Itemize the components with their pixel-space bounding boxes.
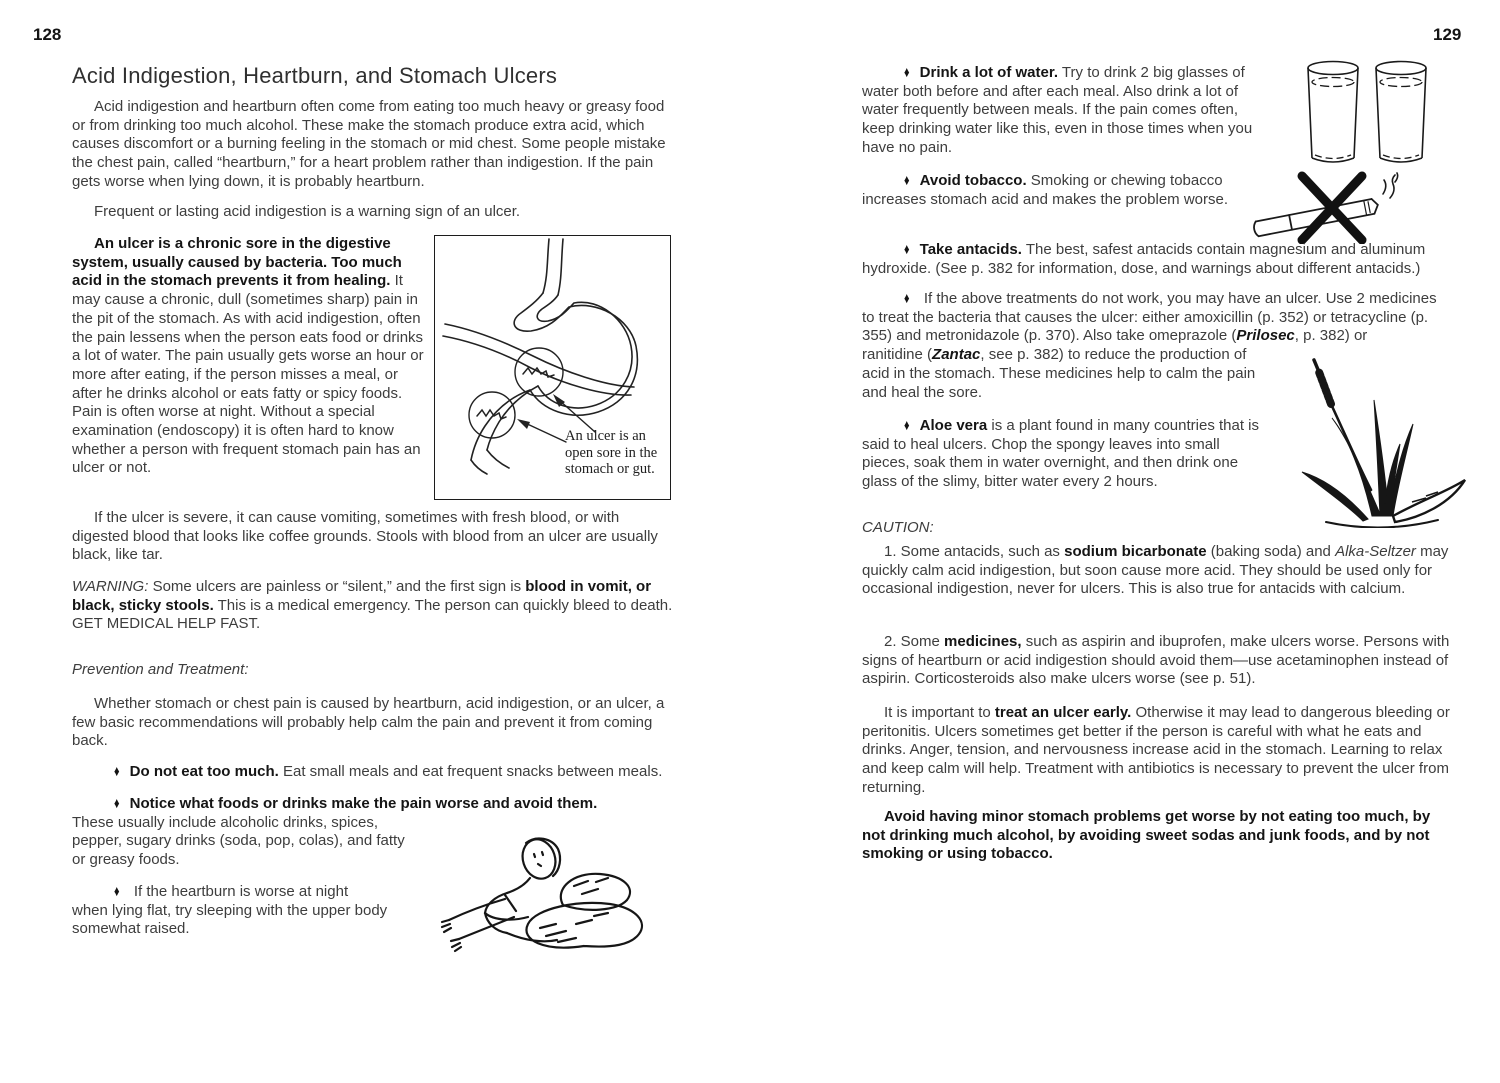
page-title: Acid Indigestion, Heartburn, and Stomach Ulcers (72, 63, 558, 88)
text-segment: An ulcer is a chronic sore in the digestive system, usually caused by bacteria. Too much acid in the stomach prevents it from healing. (72, 235, 402, 290)
text-segment: such as aspirin and ibuprofen, make ulcers worse. Persons with signs of heartburn or acid indigestion should avoid them—use acetaminophen instead of aspirin. Corticosteroids also make ulcers worse (see p. 51). (862, 633, 1450, 688)
text-segment: sodium bicarbonate (1064, 543, 1207, 560)
warning-sign-paragraph (72, 203, 672, 222)
text-segment: (baking soda) and (1206, 543, 1336, 560)
text-segment: Acid indigestion and heartburn often come from eating too much heavy or greasy food or from drinking too much alcohol. These make the stomach produce extra acid, which causes discomfort or a burning feeling in the stomach or mid chest. Some people mistake the chest pain, called “heartburn,” for a heart problem rather than indigestion. If the pain gets worse when lying down, it is probably heartburn. (72, 98, 666, 190)
text-segment: ranitidine ( (862, 346, 933, 364)
text-segment: CAUTION: (862, 519, 934, 536)
aloe-vera-icon (1292, 350, 1470, 528)
person-sleeping-propped-up-illustration (436, 812, 654, 962)
text-segment: Otherwise it may lead to dangerous bleeding or peritonitis. Ulcers sometimes get better if the person is careful with what he eats and drinks. Anger, tension, and nervousness increase acid in the stomach. Learning to relax and keep calm will help. Treatment with antibiotics is necessary to prevent the ulcer from returning. (862, 704, 1450, 796)
bullet-diamond-icon: ♦ (903, 172, 910, 189)
text-segment: blood in vomit, or black, sticky stools. (72, 578, 652, 614)
bullet-diamond-icon: ♦ (903, 290, 910, 307)
text-segment: Notice what foods or drinks make the pain worse and avoid them. (129, 795, 598, 812)
drink-water-bullet (862, 64, 1264, 158)
text-segment: treat an ulcer early. (994, 704, 1132, 721)
person-sleeping-icon (436, 812, 654, 962)
severe-ulcer-paragraph (72, 509, 678, 565)
text-segment: is a plant found in many countries that is said to heal ulcers. Chop the spongy leaves into small pieces, soak them in water overnight, and then drink one glass of the slimy, bitter water every 2 hours. (862, 417, 1260, 491)
text-segment: Avoid tobacco. (919, 172, 1027, 189)
avoid-tobacco-bullet (862, 172, 1260, 209)
bullet-diamond-icon: ♦ (903, 241, 910, 258)
ulcer-definition-paragraph (72, 235, 430, 478)
text-segment: It is important to (884, 704, 995, 721)
text-segment: Alka-Seltzer (1335, 543, 1416, 560)
text-segment: Avoid having minor stomach problems get worse by not eating too much, by not drinking much alcohol, by avoiding sweet sodas and junk foods, and by not smoking or using tobacco. (862, 808, 1431, 863)
prevention-heading (72, 661, 248, 680)
no-smoking-icon (1246, 168, 1406, 244)
text-segment: 1. Some antacids, such as (884, 543, 1065, 560)
figure-caption-line: An ulcer is an (565, 428, 646, 444)
treat-early-paragraph (862, 704, 1460, 798)
bullet-diamond-icon: ♦ (113, 795, 120, 812)
figure-caption (565, 428, 657, 478)
ulcer-medicines-part-b (862, 346, 1270, 402)
text-segment: 2. Some (884, 633, 945, 650)
aloe-vera-plant-illustration (1292, 350, 1470, 528)
text-segment: If the ulcer is severe, it can cause vomiting, sometimes with fresh blood, or with digested blood that looks like coffee grounds. Stools with blood from an ulcer are usually black, like tar. (72, 509, 658, 564)
two-glasses-of-water-illustration (1302, 58, 1430, 170)
text-segment: Smoking or chewing tobacco increases stomach acid and makes the problem worse. (862, 172, 1229, 208)
text-segment: , see p. 382) to reduce the production of acid in the stomach. These medicines help to calm the pain and heal the sore. (862, 346, 1256, 401)
figure-caption-line: open sore in the (565, 444, 658, 461)
do-not-eat-bullet (72, 763, 690, 782)
intro-paragraph (72, 98, 672, 192)
text-segment: Take antacids. (919, 241, 1022, 258)
text-segment: If the above treatments do not work, you may have an ulcer. Use 2 medicines to treat the bacteria that causes the ulcer: either amoxicillin (p. 352) or tetracycline (p. 355) and metronidazole (p. 370). Also take omeprazole ( (862, 290, 1437, 345)
text-segment: Try to drink 2 big glasses of water both before and after each meal. Also drink a lot of water frequently between meals. If the pain comes often, keep drinking water like this, even in those times when you have no pain. (862, 64, 1253, 156)
text-segment: Prilosec (1236, 327, 1295, 345)
ulcer-paragraph-row (72, 235, 704, 500)
text-segment: These usually include alcoholic drinks, spices, pepper, sugary drinks (soda, pop, colas), and fatty or greasy foods. (72, 813, 405, 869)
arrowhead (517, 419, 530, 429)
crossed-out-cigarette-illustration (1246, 168, 1406, 244)
text-segment: Some ulcers are painless or “silent,” and the first sign is (148, 578, 526, 595)
warning-paragraph (72, 578, 686, 634)
figure-caption-line: stomach or gut. (565, 461, 655, 477)
ulcer-medicines-part-a (862, 290, 1452, 346)
bullet-diamond-icon: ♦ (113, 763, 120, 780)
text-segment: This is a medical emergency. The person can quickly bleed to death. GET MEDICAL HELP FAST. (72, 596, 673, 633)
text-segment: Drink a lot of water. (919, 64, 1059, 81)
heartburn-night-bullet (72, 883, 388, 939)
bullet-diamond-icon: ♦ (903, 64, 910, 81)
caution-medicines-paragraph (862, 633, 1460, 689)
text-segment: Zantac (932, 346, 981, 364)
page-number-right: 129 (1433, 25, 1462, 44)
caution-antacids-paragraph (862, 543, 1460, 599)
recommendations-paragraph (72, 695, 672, 751)
text-segment: medicines, (944, 633, 1022, 650)
text-segment: It may cause a chronic, dull (sometimes sharp) pain in the pit of the stomach. As with acid indigestion, often the pain lessens when the person eats food or drinks a lot of water. The pain usually gets worse an hour or more after eating, if the person misses a meal, or after he drinks alcohol or eats fatty or spicy foods. Pain is often worse at night. Without a special examination (endoscopy) it is often hard to know whether a person with frequent stomach pain has an ulcer or not. (72, 272, 424, 477)
stomach-diagram-figure (434, 235, 671, 500)
take-antacids-bullet (862, 241, 1452, 278)
notice-foods-continuation (72, 814, 408, 870)
text-segment: WARNING: (72, 578, 149, 595)
text-segment: Aloe vera (919, 417, 988, 434)
closing-advice-paragraph (862, 808, 1454, 864)
aloe-vera-bullet (862, 417, 1266, 492)
bullet-diamond-icon: ♦ (903, 417, 910, 434)
caution-heading (862, 519, 934, 538)
text-segment: Do not eat too much. (129, 763, 279, 780)
text-segment: Whether stomach or chest pain is caused by heartburn, acid indigestion, or an ulcer, a few basic recommendations will probably help calm the pain and prevent it from coming back. (72, 695, 665, 750)
notice-foods-headline (72, 795, 690, 814)
text-segment: If the heartburn is worse at night when lying flat, try sleeping with the upper body somewhat raised. (72, 883, 388, 938)
text-segment: , p. 382) or (1294, 327, 1368, 345)
text-segment: may quickly calm acid indigestion, but soon cause more acid. They should be used only for occasional indigestion, never for ulcers. This is also true for antacids with calcium. (862, 543, 1449, 598)
page-number-left: 128 (33, 25, 62, 44)
text-segment: Eat small meals and eat frequent snacks between meals. (278, 763, 663, 780)
text-segment: Frequent or lasting acid indigestion is a warning sign of an ulcer. (94, 203, 521, 220)
text-segment: Prevention and Treatment: (72, 661, 249, 678)
text-segment: The best, safest antacids contain magnesium and aluminum hydroxide. (See p. 382 for information, dose, and warnings about different antacids.) (862, 241, 1426, 277)
bullet-diamond-icon: ♦ (113, 883, 120, 900)
water-glasses-icon (1302, 58, 1430, 170)
